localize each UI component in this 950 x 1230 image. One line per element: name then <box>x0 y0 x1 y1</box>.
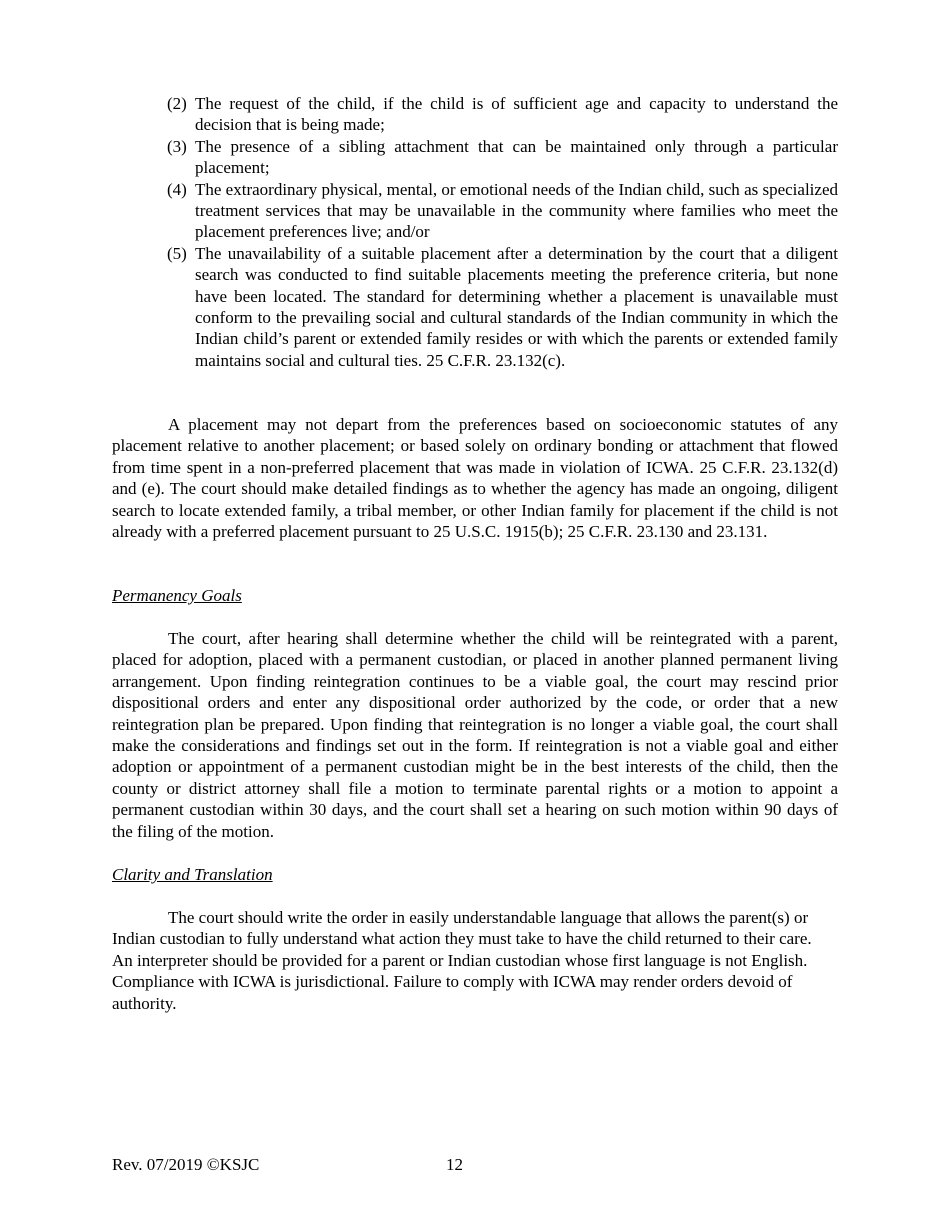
clarity-translation-paragraph: The court should write the order in easily understandable language that allows the parent(s) or Indian custodian to fully understand what action they must take to have the child returned to their care. An interpreter should be provided for a parent or Indian custodian whose first language is not English. Compliance with ICWA is jurisdictional. Failure to comply with ICWA may render orders devoid of authority. <box>112 908 812 1013</box>
list-item-text: The extraordinary physical, mental, or emotional needs of the Indian child, such as specialized treatment services that may be unavailable in the community where families who meet the placement preferences live; and/or <box>195 179 838 242</box>
list-item-number: (3) <box>167 136 187 156</box>
list-item-text: The unavailability of a suitable placement after a determination by the court that a diligent search was conducted to find suitable placements meeting the preference criteria, but none have been located. The standard for determining whether a placement is unavailable must conform to the prevailing social and cultural standards of the Indian community in which the Indian child’s parent or extended family resides or with which the parents or extended family maintains social and cultural ties. 25 C.F.R. 23.132(c). <box>195 243 838 370</box>
list-item <box>167 179 838 243</box>
placement-paragraph: A placement may not depart from the preferences based on socioeconomic statutes of any placement relative to another placement; or based solely on ordinary bonding or attachment that flowed from time spent in a non-preferred placement that was made in violation of ICWA. 25 C.F.R. 23.132(d) and (e). The court should make detailed findings as to whether the agency has made an ongoing, diligent search to locate extended family, a tribal member, or other Indian family for placement if the child is not already with a preferred placement pursuant to 25 U.S.C. 1915(b); 25 C.F.R. 23.130 and 23.131. <box>112 415 838 542</box>
list-item <box>167 243 838 371</box>
list-item-text: The request of the child, if the child is of sufficient age and capacity to understand the decision that is being made; <box>195 94 838 135</box>
placement-criteria-list <box>167 93 838 371</box>
list-item-number: (4) <box>167 179 187 199</box>
list-item-number: (2) <box>167 94 187 113</box>
page-number: 12 <box>446 1155 463 1174</box>
footer-revision: Rev. 07/2019 ©KSJC <box>112 1155 260 1174</box>
list-item-number: (5) <box>167 243 187 263</box>
list-item <box>167 136 838 179</box>
permanency-goals-heading: Permanency Goals <box>112 586 242 605</box>
list-item-text: The presence of a sibling attachment that can be maintained only through a particular placement; <box>195 136 838 178</box>
permanency-goals-paragraph: The court, after hearing shall determine whether the child will be reintegrated with a parent, placed for adoption, placed with a permanent custodian, or placed in another planned permanent living arrangement. Upon finding reintegration continues to be a viable goal, the court may rescind prior dispositional orders and enter any dispositional order authorized by the code, or order that a new reintegration plan be prepared. Upon finding that reintegration is no longer a viable goal, the court shall make the considerations and findings set out in the form. If reintegration is not a viable goal and either adoption or appointment of a permanent custodian might be in the best interests of the child, then the county or district attorney shall file a motion to terminate parental rights or a motion to appoint a permanent custodian within 30 days, and the court shall set a hearing on such motion within 90 days of the filing of the motion. <box>112 629 838 841</box>
list-item <box>167 93 838 136</box>
clarity-translation-heading: Clarity and Translation <box>112 865 273 884</box>
